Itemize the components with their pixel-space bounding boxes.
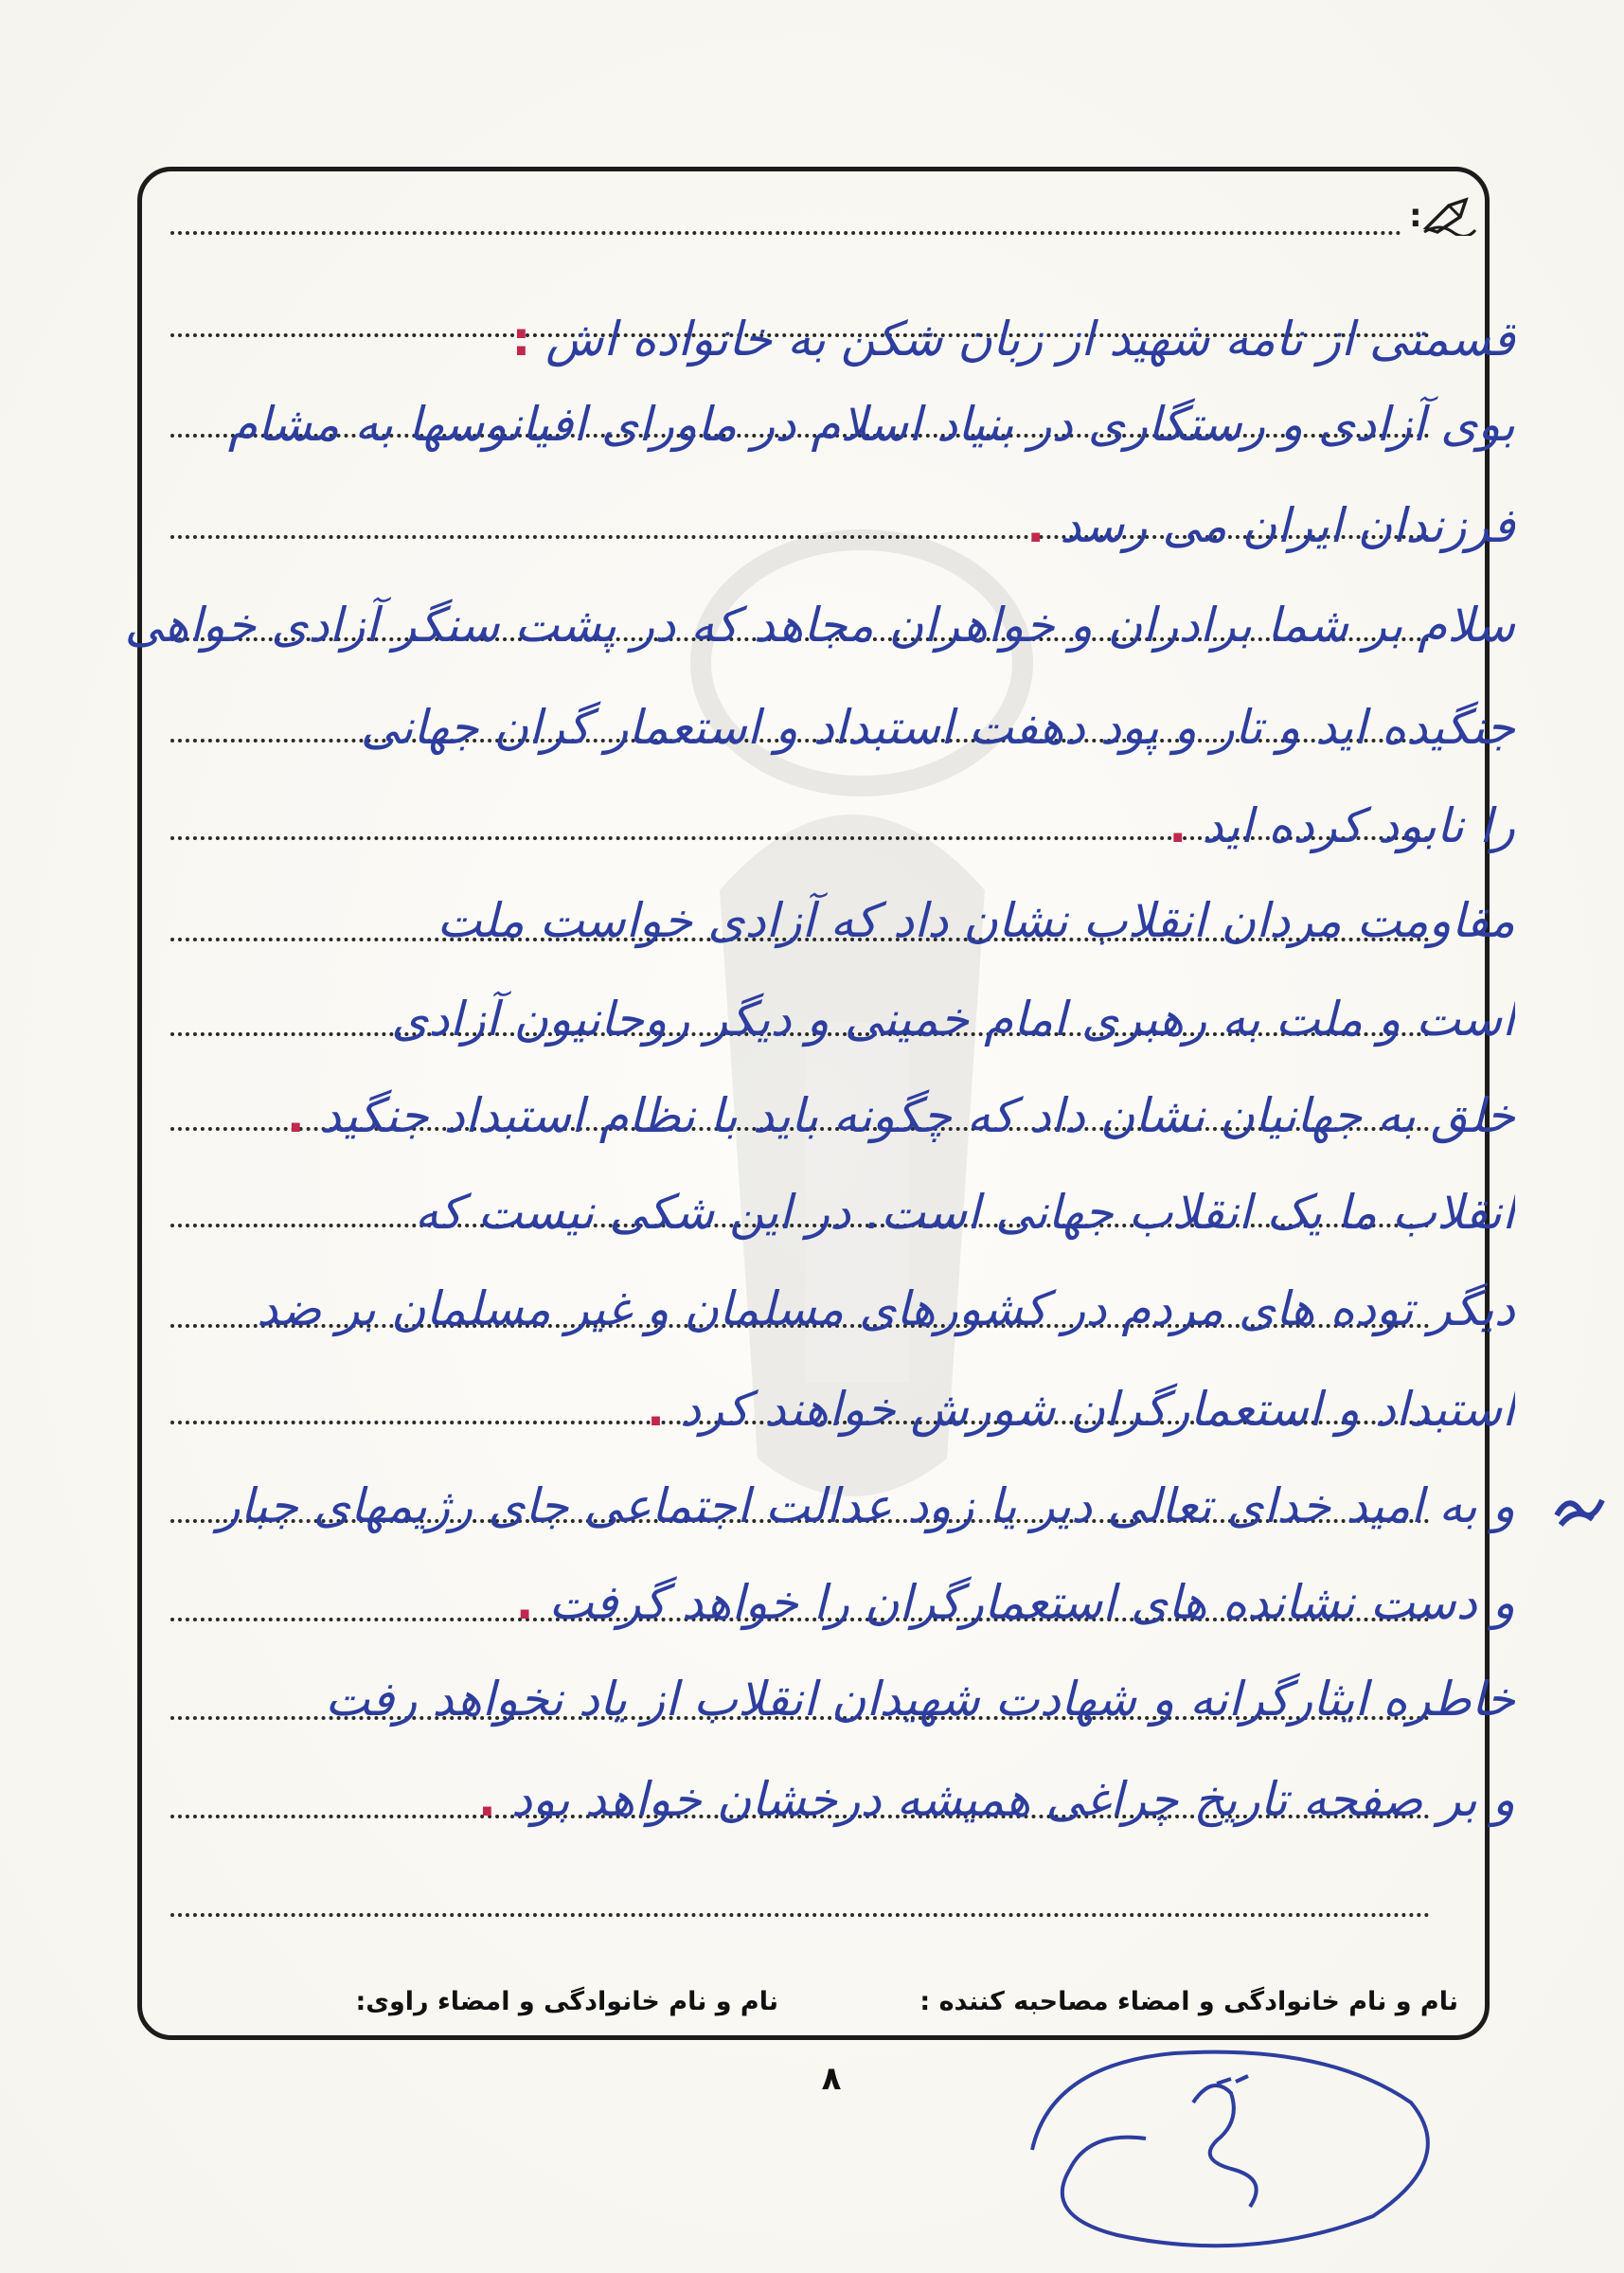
handwritten-line: انقلاب ما یک انقلاب جهانی است. در این شکی نیست که [415, 1185, 1515, 1240]
handwritten-line: مقاومت مردان انقلاب نشان داد که آزادی خواست ملت [437, 893, 1515, 948]
handwritten-line: و دست نشانده های استعمارگران را خواهد گرفت . [515, 1575, 1515, 1630]
pen-writing-icon [1420, 194, 1477, 236]
handwritten-line: و بر صفحه تاریخ چراغی همیشه درخشان خواهد بود . [477, 1772, 1515, 1827]
header-label: : [1409, 197, 1422, 235]
handwritten-line: قسمتی از نامه شهید از زبان شکن به خانواده اش : [511, 312, 1515, 367]
handwritten-line: سلام بر شما برادران و خواهران مجاهد که در پشت سنگر آزادی خواهی [124, 598, 1515, 653]
interviewer-signature-label: نام و نام خانوادگی و امضاء مصاحبه کننده : [919, 1987, 1458, 2016]
page-number: ۸ [821, 2060, 842, 2098]
handwritten-line: خلق به جهانیان نشان داد که چگونه باید با نظام استبداد جنگید . [286, 1088, 1515, 1143]
handwritten-line: جنگیده اید و تار و پود دهفت استبداد و استعمار گران جهانی [360, 700, 1515, 755]
handwritten-line: استبداد و استعمارگران شورش خواهند کرد . [646, 1382, 1515, 1437]
handwritten-signature [1013, 2027, 1449, 2264]
handwritten-line: بوی آزادی و رستگاری در بنیاد اسلام در ماورای افیانوسها به مشام [227, 397, 1515, 452]
handwritten-line: و به امید خدای تعالی دیر یا زود عدالت اجتماعی جای رژیمهای جبار [217, 1478, 1515, 1533]
narrator-signature-label: نام و نام خانوادگی و امضاء راوی: [355, 1987, 778, 2016]
handwritten-line: فرزندان ایران می رسد . [1026, 498, 1515, 553]
ruled-line [170, 1913, 1430, 1917]
handwritten-line: دیگر توده های مردم در کشورهای مسلمان و غیر مسلمان بر ضد [256, 1281, 1515, 1336]
ruled-line [170, 231, 1401, 235]
margin-pen-scribble-icon [1551, 1487, 1608, 1534]
handwritten-line: را نابود کرده اید . [1169, 798, 1515, 853]
handwritten-line: است و ملت به رهبری امام خمینی و دیگر روحانیون آزادی [391, 992, 1515, 1047]
handwritten-line: خاطره ایثارگرانه و شهادت شهیدان انقلاب از یاد نخواهد رفت [325, 1672, 1515, 1727]
